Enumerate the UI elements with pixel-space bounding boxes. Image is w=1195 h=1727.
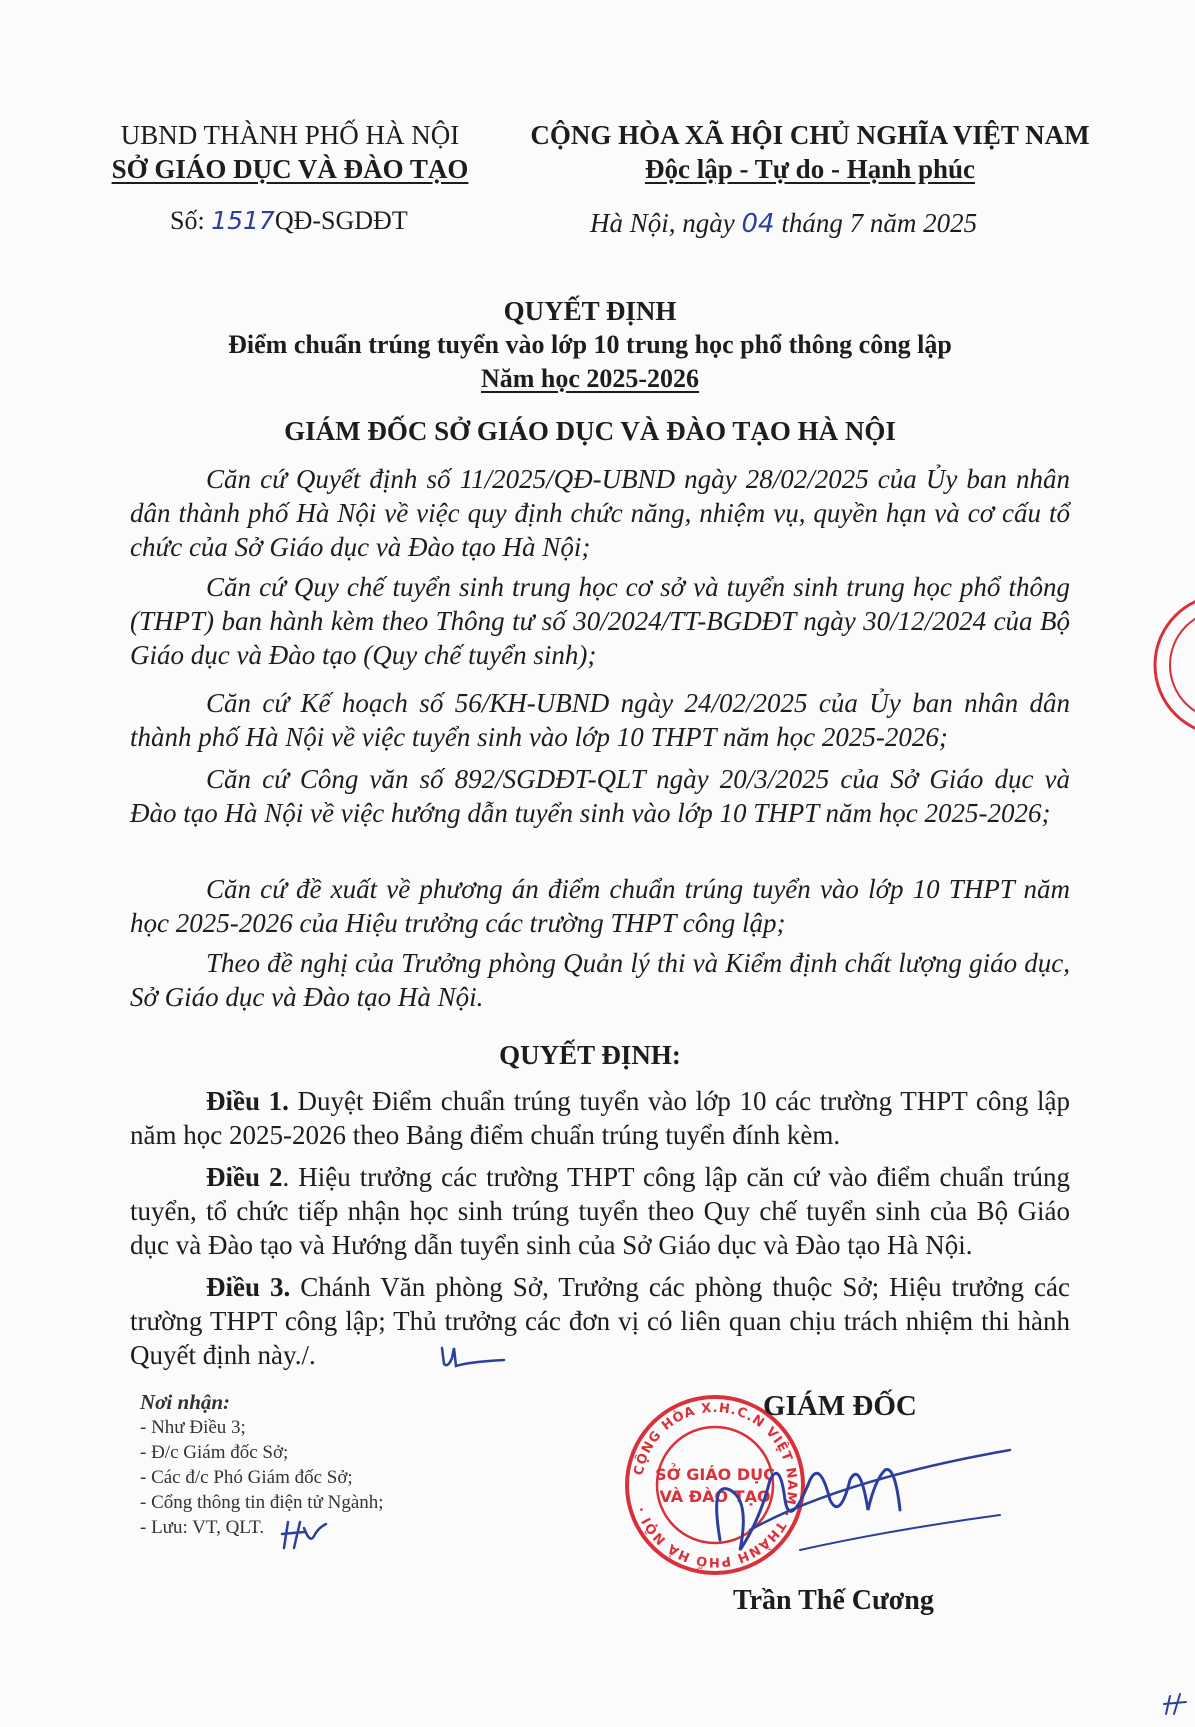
svg-text:VÀ ĐÀO TẠO: VÀ ĐÀO TẠO: [659, 1487, 771, 1506]
issuer-department: SỞ GIÁO DỤC VÀ ĐÀO TẠO: [111, 154, 469, 184]
archive-initial-icon: [280, 1518, 330, 1552]
recipient-item: - Lưu: VT, QLT.: [140, 1517, 265, 1538]
legal-basis-2: [130, 570, 1070, 672]
recipient-item: - Cổng thông tin điện tử Ngành;: [140, 1492, 384, 1513]
recipient-item: - Như Điều 3;: [140, 1417, 246, 1438]
document-date: [590, 208, 977, 239]
legal-basis-text: Căn cứ Kế hoạch số 56/KH-UBND ngày 24/02/2025 của Ủy ban nhân dân thành phố Hà Nội về việc tuyển sinh vào lớp 10 THPT năm học 2025-2026;: [130, 688, 1070, 752]
recipients-list: [140, 1390, 384, 1540]
legal-basis-text: Căn cứ Công văn số 892/SGDĐT-QLT ngày 20/3/2025 của Sở Giáo dục và Đào tạo Hà Nội về việc hướng dẫn tuyển sinh vào lớp 10 THPT năm học 2025-2026;: [130, 764, 1070, 828]
doc-number-handwritten: 1517: [211, 206, 275, 235]
doc-number-suffix: QĐ-SGDĐT: [274, 206, 408, 235]
date-prefix: Hà Nội, ngày: [590, 208, 742, 238]
signer-title: GIÁM ĐỐC: [763, 1390, 917, 1422]
decision-subject: Điểm chuẩn trúng tuyển vào lớp 10 trung học phổ thông công lập: [228, 330, 952, 359]
article-2: [130, 1160, 1070, 1262]
corner-mark-icon: [1160, 1690, 1190, 1720]
doc-number-prefix: Số:: [170, 206, 212, 235]
article-text: Duyệt Điểm chuẩn trúng tuyển vào lớp 10 các trường THPT công lập năm học 2025-2026 theo Bảng điểm chuẩn trúng tuyển đính kèm.: [130, 1086, 1070, 1150]
national-heading: [505, 118, 1115, 186]
school-year: Năm học 2025-2026: [480, 364, 700, 393]
issuing-authority: GIÁM ĐỐC SỞ GIÁO DỤC VÀ ĐÀO TẠO HÀ NỘI: [284, 416, 896, 446]
legal-basis-text: Theo đề nghị của Trưởng phòng Quản lý thi và Kiểm định chất lượng giáo dục, Sở Giáo dục và Đào tạo Hà Nội.: [130, 948, 1070, 1012]
legal-basis-4: [130, 762, 1070, 830]
svg-text:CỘNG HÒA X.H.C.N VIỆT NAM · TH: CỘNG HÒA X.H.C.N VIỆT NAM · THÀNH PHỐ HÀ NỘI ·: [631, 1400, 800, 1570]
initial-mark-icon: [438, 1340, 508, 1372]
legal-basis-1: [130, 462, 1070, 564]
legal-basis-6: [130, 946, 1070, 1014]
decision-title-block: [130, 294, 1050, 396]
document-number: [170, 206, 408, 236]
legal-basis-text: Căn cứ Quyết định số 11/2025/QĐ-UBND ngày 28/02/2025 của Ủy ban nhân dân thành phố Hà Nội về việc quy định chức năng, nhiệm vụ, quyền hạn và cơ cấu tổ chức của Sở Giáo dục và Đào tạo Hà Nội;: [130, 464, 1070, 562]
recipient-item: - Các đ/c Phó Giám đốc Sở;: [140, 1467, 353, 1488]
handwritten-signature-icon: [690, 1420, 1020, 1580]
signer-name: Trần Thế Cương: [733, 1585, 934, 1616]
legal-basis-text: Căn cứ đề xuất về phương án điểm chuẩn trúng tuyển vào lớp 10 THPT năm học 2025-2026 của Hiệu trưởng các trường THPT công lập;: [130, 874, 1070, 938]
recipients-label: Nơi nhận:: [140, 1390, 231, 1414]
legal-basis-3: [130, 686, 1070, 754]
legal-basis-5: [130, 872, 1070, 940]
national-motto: Độc lập - Tự do - Hạnh phúc: [644, 154, 976, 184]
svg-text:SỞ GIÁO DỤC: SỞ GIÁO DỤC: [655, 1465, 775, 1484]
article-text: Chánh Văn phòng Sở, Trưởng các phòng thuộc Sở; Hiệu trưởng các trường THPT công lập; Thủ trưởng các đơn vị có liên quan chịu trách nhiệm thi hành Quyết định này./.: [130, 1272, 1071, 1370]
signature-block: [600, 1390, 1020, 1700]
decision-type: QUYẾT ĐỊNH: [503, 296, 677, 326]
partial-seal-icon: [1150, 590, 1195, 740]
article-label: Điều 3.: [206, 1272, 291, 1302]
article-1: [130, 1084, 1070, 1152]
legal-basis-text: Căn cứ Quy chế tuyển sinh trung học cơ sở và tuyển sinh trung học phổ thông (THPT) ban hành kèm theo Thông tư số 30/2024/TT-BGDĐT ngày 30/12/2024 của Bộ Giáo dục và Đào tạo (Quy chế tuyển sinh);: [130, 572, 1070, 670]
article-label: Điều 2: [206, 1162, 283, 1192]
issuer-city: UBND THÀNH PHỐ HÀ NỘI: [120, 120, 460, 150]
decision-heading: QUYẾT ĐỊNH:: [499, 1040, 681, 1070]
date-day-handwritten: 04: [741, 209, 775, 239]
nation-name: CỘNG HÒA XÃ HỘI CHỦ NGHĨA VIỆT NAM: [530, 120, 1090, 150]
article-label: Điều 1.: [206, 1086, 289, 1116]
article-3: [130, 1270, 1070, 1372]
recipient-item: - Đ/c Giám đốc Sở;: [140, 1442, 289, 1463]
article-text: . Hiệu trưởng các trường THPT công lập căn cứ vào điểm chuẩn trúng tuyển, tổ chức tiếp nhận học sinh trúng tuyển theo Quy chế tuyển sinh của Bộ Giáo dục và Đào tạo và Hướng dẫn tuyển sinh của Sở Giáo dục và Đào tạo Hà Nội.: [130, 1162, 1070, 1260]
date-suffix: tháng 7 năm 2025: [774, 208, 978, 238]
issuer-block: [100, 118, 480, 186]
